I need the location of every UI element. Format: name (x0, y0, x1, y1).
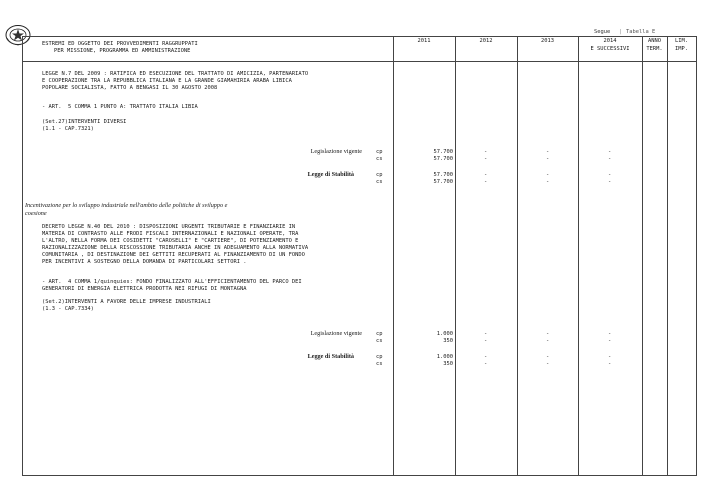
table-bottom-rule (22, 475, 697, 476)
s2-row-value-2012: - (484, 354, 488, 360)
s1-row-type: cs (376, 179, 383, 185)
s1-law-line3: POPOLARE SOCIALISTA, FATTO A BENGASI IL 30 AGOSTO 2008 (42, 85, 218, 91)
s1-row-value-2014: - (608, 149, 612, 155)
year-2011-header: 2011 (417, 38, 431, 44)
s2-row-value-2012: - (484, 338, 488, 344)
s2-capitolo: (1.3 - CAP.7334) (42, 306, 94, 312)
col-border-2011 (393, 36, 394, 476)
s1-row-value-2013: - (546, 156, 550, 162)
s1-row-value-2013: - (546, 172, 550, 178)
s2-row-value-2013: - (546, 331, 550, 337)
s2-row-label: Legislazione vigente (310, 330, 362, 337)
s1-row-label: Legge di Stabilità (307, 171, 354, 178)
s2-row-type: cs (376, 338, 383, 344)
s2-law-line2: MATERIA DI CONTRASTO ALLE FRODI FISCALI INTERNAZIONALI E NAZIONALI OPERATE, TRA (42, 231, 299, 237)
s2-heading-line1: Incentivazione per lo sviluppo industriale nell'ambito delle politiche di sviluppo e (25, 202, 228, 209)
s2-article-line2: GENERATORI DI ENERGIA ELETTRICA PRODOTTA NEI RIFUGI DI MONTAGNA (42, 286, 247, 292)
s2-law-line1: DECRETO LEGGE N.40 DEL 2010 : DISPOSIZIONI URGENTI TRIBUTARIE E FINANZIARIE IN (42, 224, 296, 230)
s1-settore: (Set.27)INTERVENTI DIVERSI (42, 119, 127, 125)
s1-row-type: cs (376, 156, 383, 162)
s1-row-value-2012: - (484, 156, 488, 162)
s2-row-value-2014: - (608, 354, 612, 360)
s2-row-type: cp (376, 354, 383, 360)
s1-row-value-2014: - (608, 179, 612, 185)
s1-row-value-2014: - (608, 156, 612, 162)
header-top-rule (22, 36, 697, 37)
s2-article-line1: - ART. 4 COMMA 1/quinquies: FONDO FINALIZZATO ALL'EFFICIENTAMENTO DEL PARCO DEI (42, 279, 302, 285)
s1-law-line1: LEGGE N.7 DEL 2009 : RATIFICA ED ESECUZIONE DEL TRATTATO DI AMICIZIA, PARTENARIATO (42, 71, 309, 77)
s1-row-value-2012: - (484, 149, 488, 155)
e-successivi-header: E SUCCESSIVI (590, 46, 630, 52)
term-header: TERM. (646, 46, 663, 52)
col-border-left (22, 36, 23, 476)
s2-row-value-2012: - (484, 361, 488, 367)
col-border-anno (642, 36, 643, 476)
s2-row-value-2014: - (608, 338, 612, 344)
s1-row-value-2011: 57.700 (433, 149, 453, 155)
s1-row-value-2011: 57.700 (433, 172, 453, 178)
header-description-line1: ESTREMI ED OGGETTO DEI PROVVEDIMENTI RAGGRUPPATI (42, 41, 198, 47)
segue-label: Segue (594, 29, 611, 35)
s1-row-value-2014: - (608, 172, 612, 178)
s2-law-line4: RAZIONALIZZAZIONE DELLA RISCOSSIONE TRIBUTARIA ANCHE IN ADEGUAMENTO ALLA NORMATIVA (42, 245, 309, 251)
year-2012-header: 2012 (479, 38, 493, 44)
s1-law-line2: E COOPERAZIONE TRA LA REPUBBLICA ITALIANA E LA GRANDE GIAMAHIRIA ARABA LIBICA (42, 78, 292, 84)
s1-row-value-2011: 57.700 (433, 156, 453, 162)
imp-header: IMP. (675, 46, 688, 52)
s1-row-value-2013: - (546, 149, 550, 155)
s1-row-label: Legislazione vigente (310, 148, 362, 155)
tabella-label: Tabella E (626, 29, 656, 35)
s2-row-value-2011: 350 (443, 361, 453, 367)
col-border-right (696, 36, 697, 476)
s1-row-value-2012: - (484, 172, 488, 178)
year-2013-header: 2013 (541, 38, 554, 44)
col-border-2013 (517, 36, 518, 476)
s2-row-value-2011: 1.000 (436, 331, 453, 337)
s1-row-value-2012: - (484, 179, 488, 185)
header-description-line2: PER MISSIONE, PROGRAMMA ED AMMINISTRAZIONE (54, 48, 191, 54)
s1-row-type: cp (376, 149, 383, 155)
col-border-2014 (578, 36, 579, 476)
s2-row-type: cp (376, 331, 383, 337)
s2-row-type: cs (376, 361, 383, 367)
s2-law-line3: L'ALTRO, NELLA FORMA DEI COSIDETTI "CAROSELLI" E "CARTIERE", DI POTENZIAMENTO E (42, 238, 299, 244)
col-border-lim (667, 36, 668, 476)
s2-law-line6: PER INCENTIVI A SOSTEGNO DELLA DOMANDA DI PARTICOLARI SETTORI . (42, 259, 247, 265)
s2-heading-line2: coesione (25, 210, 47, 217)
s2-settore: (Set.2)INTERVENTI A FAVORE DELLE IMPRESE INDUSTRIALI (42, 299, 211, 305)
s2-row-value-2013: - (546, 354, 550, 360)
year-2014-header: 2014 (603, 38, 617, 44)
s1-article: - ART. 5 COMMA 1 PUNTO A: TRATTATO ITALIA LIBIA (42, 104, 198, 110)
s2-law-line5: COMUNITARIA , DI DESTINAZIONE DEI GETTITI RECUPERATI AL FINANZIAMENTO DI UN FONDO (42, 252, 305, 258)
s2-row-value-2013: - (546, 338, 550, 344)
republic-emblem-icon (4, 24, 32, 46)
s1-row-type: cp (376, 172, 383, 178)
s2-row-label: Legge di Stabilità (307, 353, 354, 360)
s2-row-value-2011: 350 (443, 338, 453, 344)
header-bottom-rule (22, 61, 697, 62)
anno-header: ANNO (648, 38, 661, 44)
s1-capitolo: (1.1 - CAP.7321) (42, 126, 94, 132)
lim-header: LIM. (675, 38, 688, 44)
s2-row-value-2014: - (608, 331, 612, 337)
s2-row-value-2013: - (546, 361, 550, 367)
s1-row-value-2013: - (546, 179, 550, 185)
s2-row-value-2014: - (608, 361, 612, 367)
s2-row-value-2011: 1.000 (436, 354, 453, 360)
s2-row-value-2012: - (484, 331, 488, 337)
s1-row-value-2011: 57.700 (433, 179, 453, 185)
col-border-2012 (455, 36, 456, 476)
